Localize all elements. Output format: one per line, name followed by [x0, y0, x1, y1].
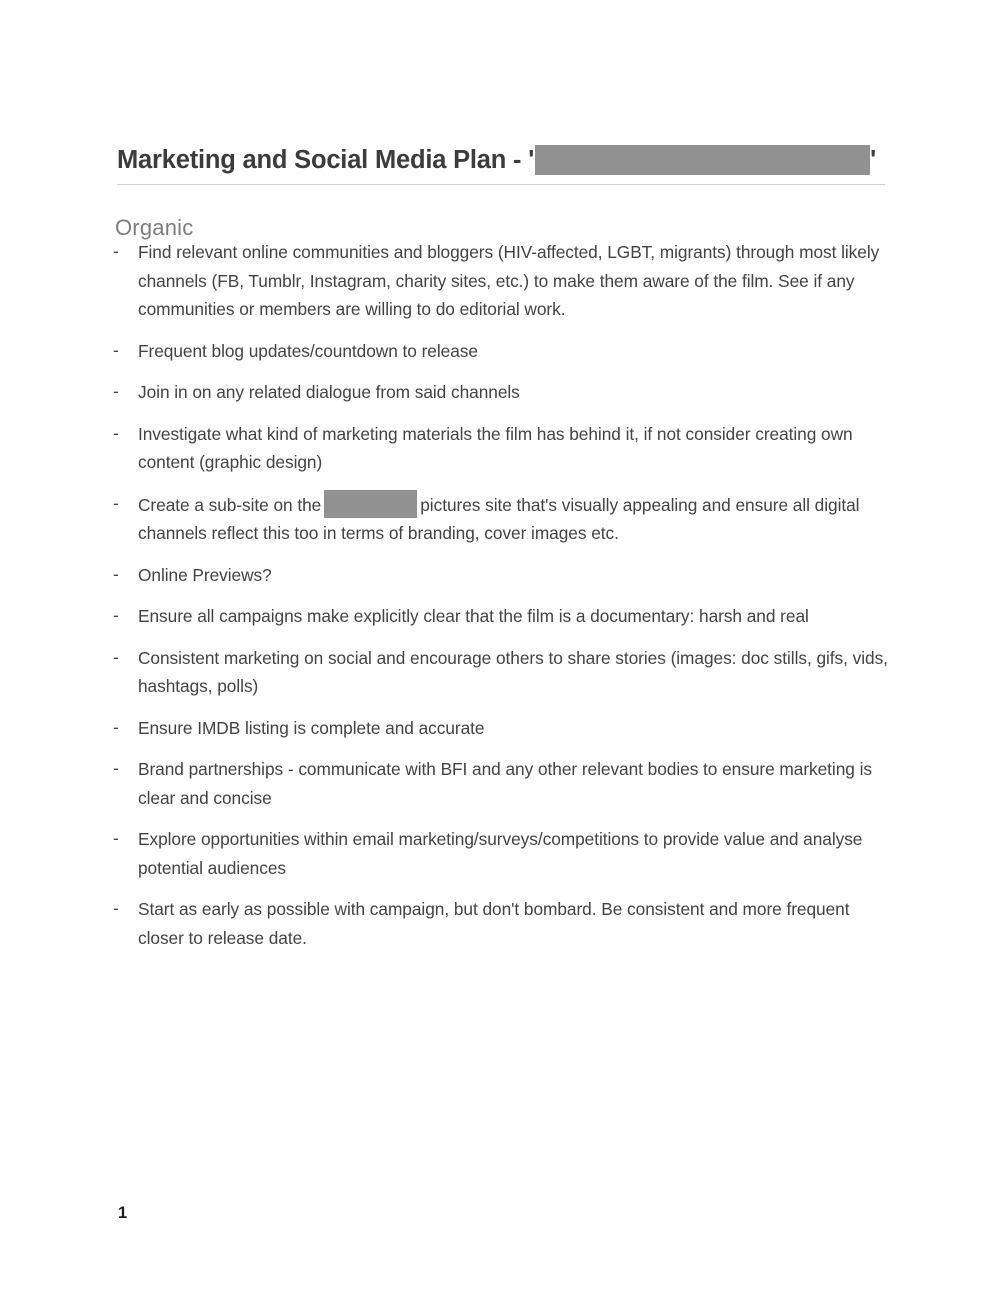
page-number: 1 [118, 1204, 128, 1222]
bullet-marker-icon: - [113, 605, 119, 625]
bullet-marker-icon: - [113, 339, 119, 360]
bullet-marker-icon: - [113, 241, 119, 261]
page-title-suffix: ' [870, 146, 876, 175]
list-item-text: Investigate what kind of marketing materials the film has behind it, if not consider creating own content (graphic design) [138, 423, 853, 472]
list-item [110, 895, 900, 952]
bullet-marker-icon: - [113, 646, 119, 667]
list-item-text: Find relevant online communities and bloggers (HIV-affected, LGBT, migrants) through most likely channels (FB, Tumblr, Instagram, charity sites, etc.) to make them aware of the film. See if any communities or members are willing to do editorial work. [138, 242, 880, 319]
list-item-text: Frequent blog updates/countdown to release [138, 340, 478, 361]
bullet-marker-icon: - [113, 898, 119, 918]
list-item [110, 378, 900, 407]
list-item [110, 337, 900, 366]
bullet-marker-icon: - [113, 716, 119, 737]
organic-bullet-list [110, 238, 900, 965]
list-item-text: Ensure IMDB listing is complete and accurate [138, 717, 485, 738]
bullet-marker-icon: - [113, 828, 119, 848]
title-divider [117, 184, 885, 185]
list-item [110, 602, 900, 631]
list-item-text: Start as early as possible with campaign, but don't bombard. Be consistent and more frequent closer to release date. [138, 899, 850, 948]
list-item [110, 714, 900, 743]
list-item-text: Consistent marketing on social and encourage others to share stories (images: doc stills, gifs, vids, hashtags, polls) [138, 647, 888, 696]
list-item [110, 561, 900, 590]
section-heading-organic: Organic [115, 215, 194, 241]
list-item-text-before: Create a sub-site on the [138, 494, 322, 515]
bullet-marker-icon: - [113, 758, 119, 778]
page-title [117, 143, 917, 177]
list-item-text: Ensure all campaigns make explicitly clear that the film is a documentary: harsh and real [138, 606, 809, 626]
list-item [110, 238, 900, 324]
bullet-marker-icon: - [113, 492, 119, 513]
list-item-text: Join in on any related dialogue from said channels [138, 382, 520, 402]
page-title-prefix: Marketing and Social Media Plan - ' [117, 146, 535, 175]
list-item-text: Brand partnerships - communicate with BFI and any other relevant bodies to ensure marketing is clear and concise [138, 759, 872, 808]
list-item [110, 420, 900, 477]
list-item [110, 755, 900, 812]
list-item-text: Explore opportunities within email marketing/surveys/competitions to provide value and analyse potential audiences [138, 829, 863, 878]
bullet-marker-icon: - [113, 381, 119, 401]
list-item-text-after: pictures site that's visually appealing and ensure all digital channels reflect this too in terms of branding, cover images etc. [138, 494, 860, 543]
redaction-block-inline [324, 490, 417, 518]
bullet-marker-icon: - [113, 563, 119, 584]
redaction-block-title [535, 145, 870, 175]
list-item [110, 825, 900, 882]
list-item [110, 490, 900, 548]
bullet-marker-icon: - [113, 422, 119, 443]
list-item [110, 644, 900, 701]
list-item-text: Online Previews? [138, 564, 272, 585]
